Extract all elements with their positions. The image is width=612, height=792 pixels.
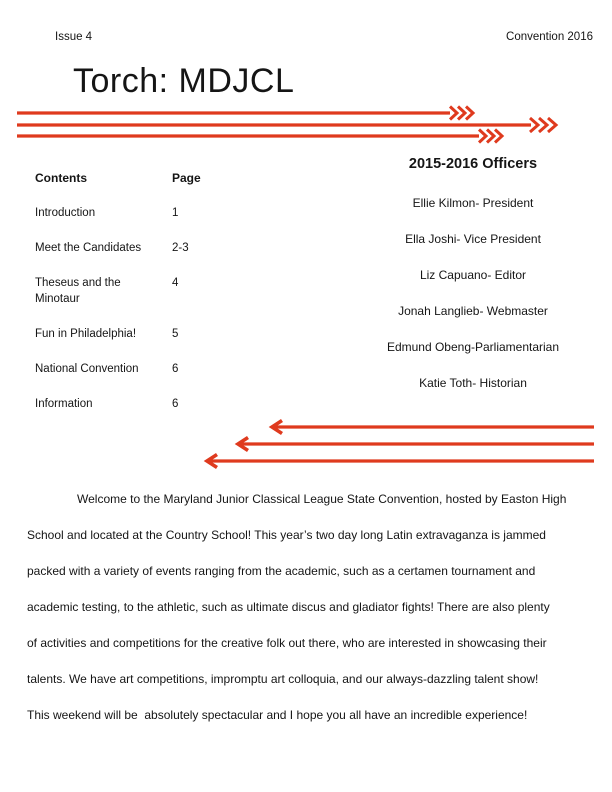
- welcome-paragraph-line: packed with a variety of events ranging from the academic, such as a certamen tournament and: [27, 564, 536, 578]
- right-arrows-decoration: [0, 104, 612, 146]
- contents-column-header: Contents: [35, 171, 87, 185]
- officers-title: 2015-2016 Officers: [408, 156, 538, 172]
- welcome-paragraph-line: School and located at the Country School! This year’s two day long Latin extravaganza is jammed: [27, 528, 546, 542]
- toc-item-page: 5: [172, 328, 179, 340]
- toc-item-page: 1: [172, 207, 179, 219]
- welcome-paragraph-line: talents. We have art competitions, impromptu art colloquia, and our always-dazzling talent show!: [27, 672, 539, 686]
- toc-item-page: 4: [172, 277, 179, 289]
- toc-item-label: Fun in Philadelphia!: [35, 328, 137, 340]
- toc-item-page: 6: [172, 363, 179, 375]
- contents-section: [35, 170, 201, 412]
- officer-entry: Katie Toth- Historian: [419, 376, 527, 390]
- page-column-header: Page: [172, 171, 201, 185]
- welcome-paragraph-line: Welcome to the Maryland Junior Classical League State Convention, hosted by Easton High: [77, 492, 567, 506]
- issue-label: Issue 4: [55, 31, 93, 43]
- toc-item-page: 6: [172, 398, 179, 410]
- toc-item-label: Meet the Candidates: [35, 242, 142, 254]
- welcome-paragraph-line: This weekend will be absolutely spectacular and I hope you all have an incredible experience!: [27, 708, 528, 722]
- officer-entry: Jonah Langlieb- Webmaster: [398, 304, 548, 318]
- welcome-paragraph: [27, 481, 591, 733]
- convention-label: Convention 2016: [506, 31, 593, 43]
- officer-entry: Ellie Kilmon- President: [412, 196, 534, 210]
- toc-item-label: Information: [35, 398, 93, 410]
- toc-item-label: Theseus and the Minotaur: [35, 277, 121, 305]
- welcome-paragraph-line: academic testing, to the athletic, such as ultimate discus and gladiator fights! There are also plenty: [27, 600, 550, 614]
- toc-item-page: 2-3: [172, 242, 189, 254]
- left-arrows-decoration: [0, 414, 612, 472]
- page-title: Torch: MDJCL: [73, 62, 295, 100]
- toc-item-label: National Convention: [35, 363, 139, 375]
- officer-entry: Ella Joshi- Vice President: [405, 232, 541, 246]
- toc-item-label: Introduction: [35, 207, 96, 219]
- officer-entry: Edmund Obeng-Parliamentarian: [386, 340, 560, 354]
- officer-entry: Liz Capuano- Editor: [419, 268, 527, 282]
- officers-section: [340, 157, 606, 390]
- welcome-paragraph-line: of activities and competitions for the creative folk out there, who are interested in showcasing their: [27, 636, 547, 650]
